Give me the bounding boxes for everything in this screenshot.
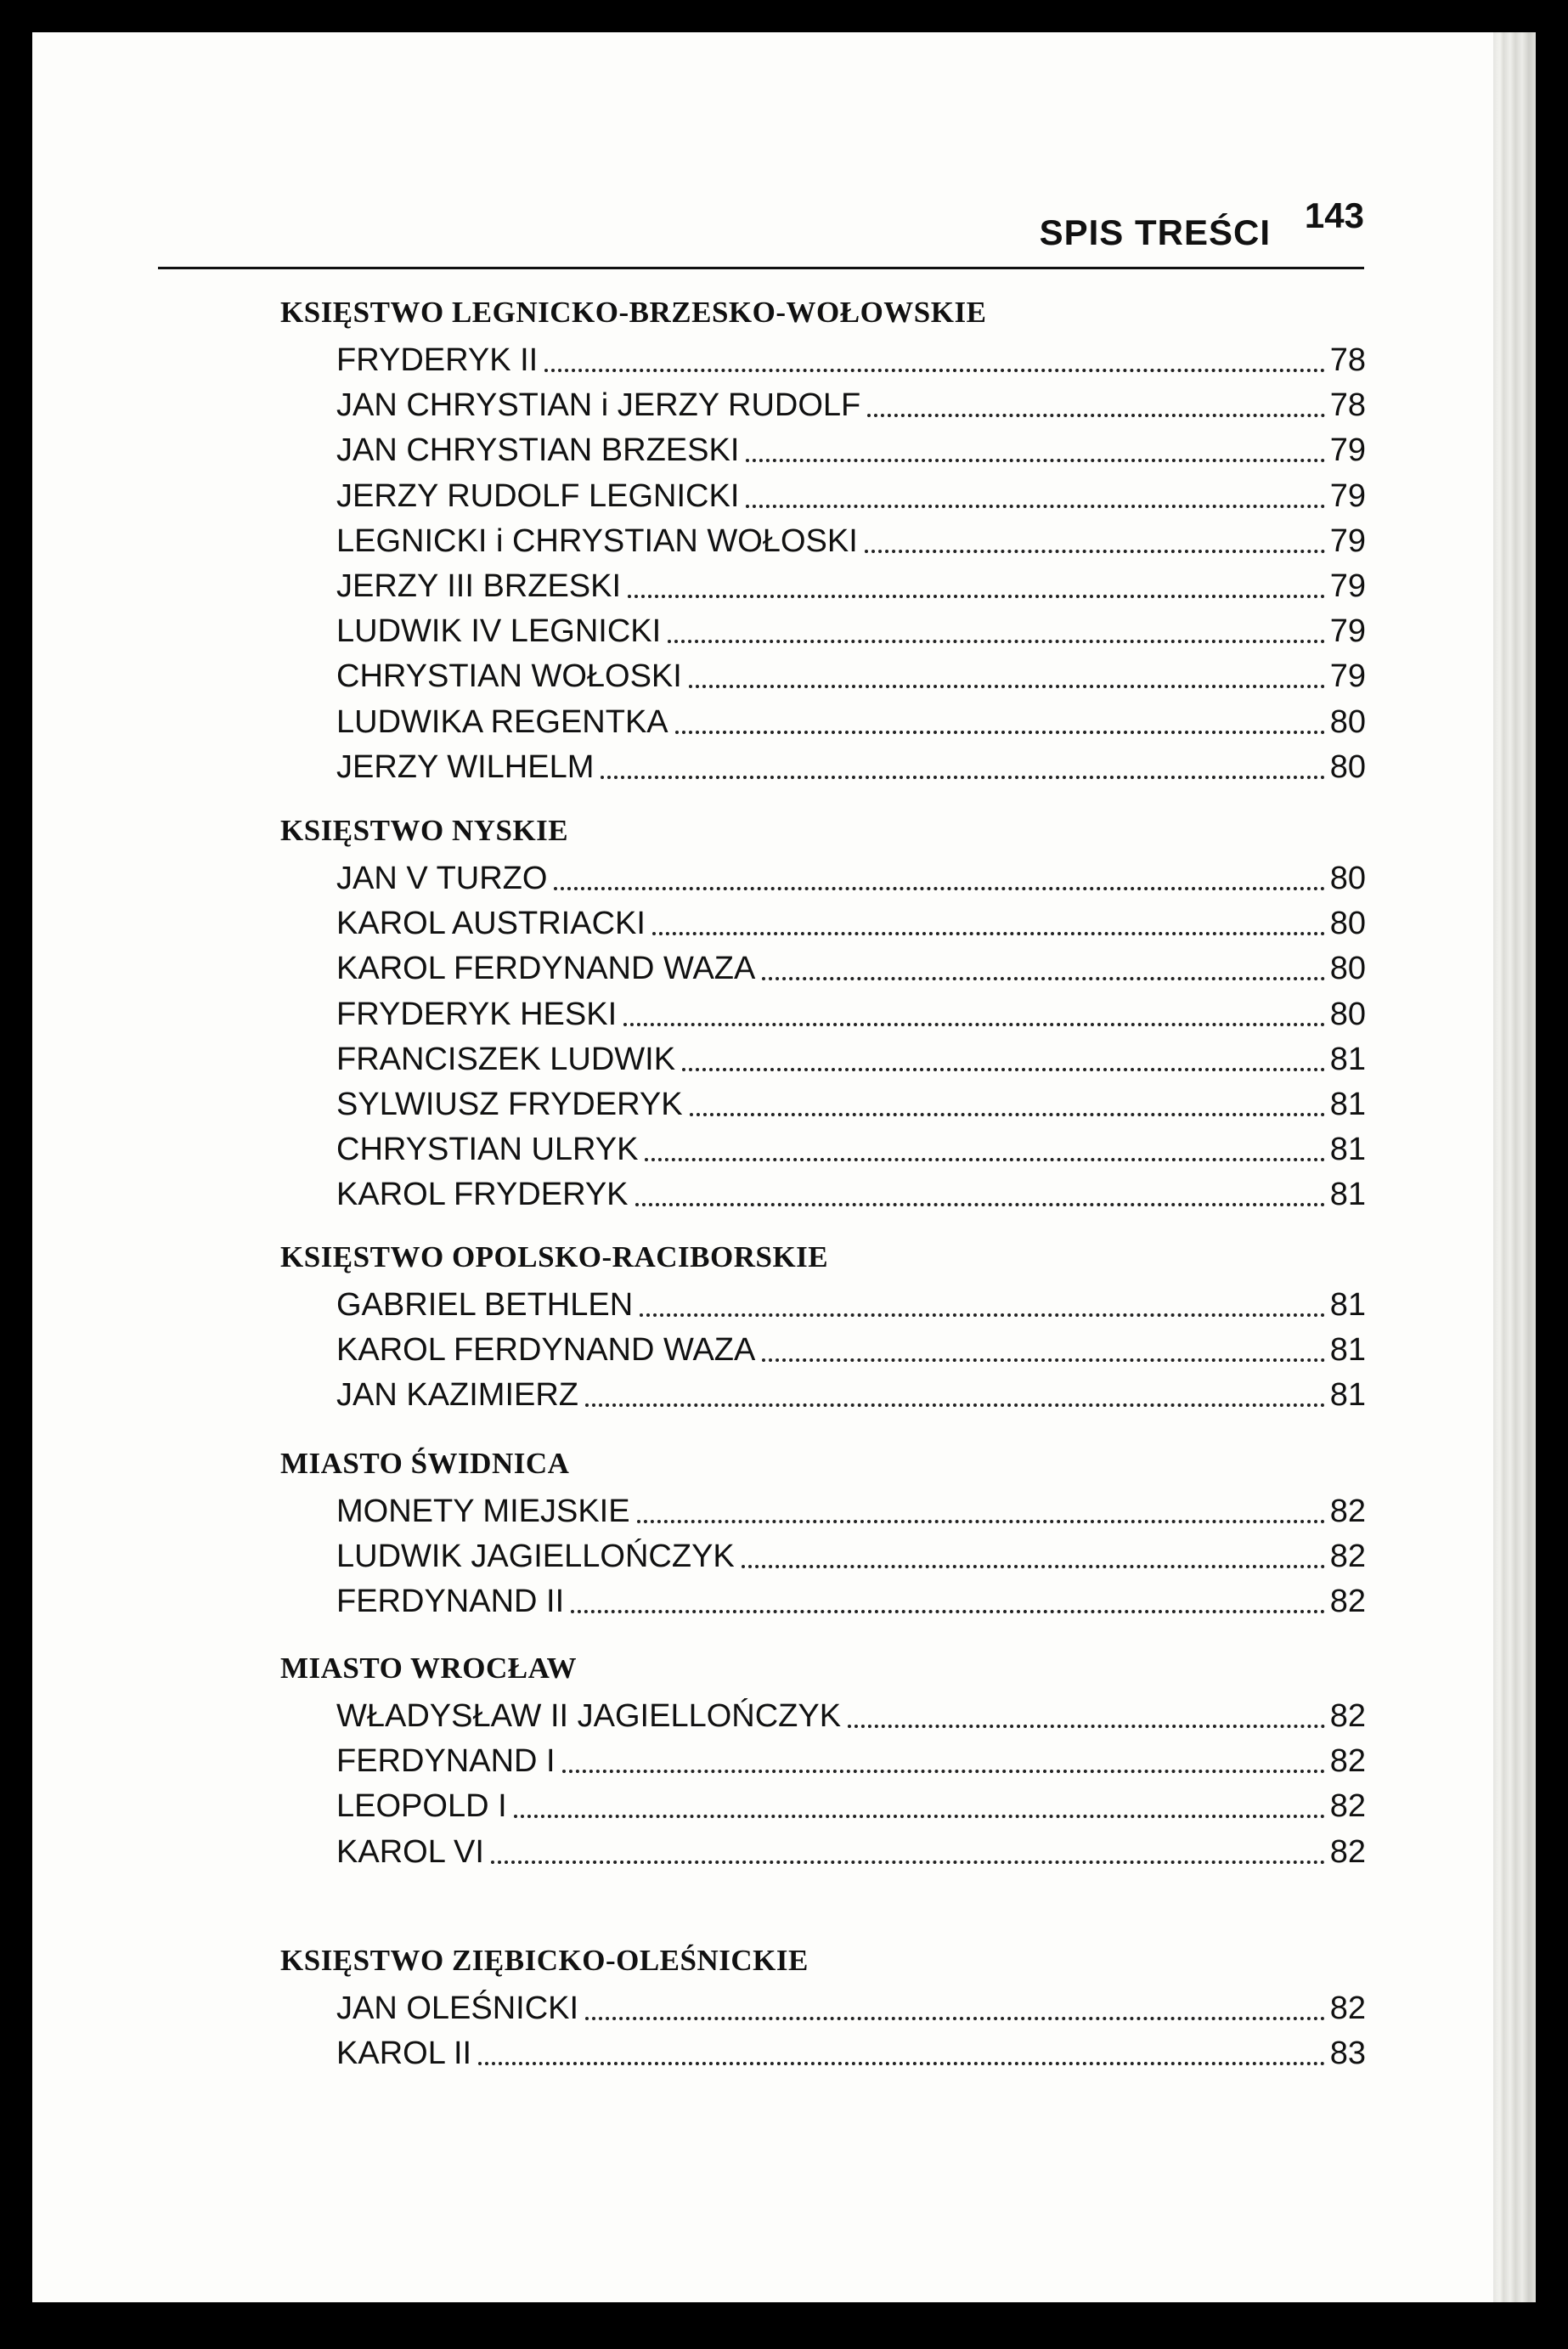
toc-entry [336, 1375, 1366, 1414]
section-title: KSIĘSTWO ZIĘBICKO-OLEŚNICKIE [280, 1944, 809, 1977]
toc-entry [336, 1988, 1366, 2027]
toc-entry [336, 1832, 1366, 1871]
entry-page-number: 79 [1329, 432, 1366, 469]
dot-leader [491, 1861, 1325, 1864]
entry-name: LUDWIK IV LEGNICKI [336, 613, 662, 650]
entry-page-number: 82 [1329, 1788, 1366, 1825]
entry-name: KAROL FERDYNAND WAZA [336, 1332, 756, 1369]
entry-name: FRANCISZEK LUDWIK [336, 1041, 676, 1077]
dot-leader [675, 731, 1325, 734]
toc-entry [336, 702, 1366, 741]
toc-entry [336, 903, 1366, 942]
dot-leader [848, 1725, 1325, 1728]
dot-leader [623, 1023, 1325, 1026]
entry-page-number: 78 [1329, 342, 1366, 378]
entry-page-number: 80 [1329, 703, 1366, 740]
entry-name: KAROL FERDYNAND WAZA [336, 951, 756, 987]
entry-page-number: 81 [1329, 1132, 1366, 1168]
toc-entry [336, 858, 1366, 897]
toc-entry [336, 1536, 1366, 1575]
toc-entry [336, 1084, 1366, 1123]
dot-leader [554, 887, 1324, 890]
dot-leader [746, 459, 1324, 462]
dot-leader [640, 1313, 1325, 1317]
dot-leader [478, 2062, 1325, 2065]
dot-leader [514, 1815, 1325, 1818]
entry-name: SYLWIUSZ FRYDERYK [336, 1087, 683, 1122]
entry-page-number: 82 [1329, 1743, 1366, 1780]
toc-entry [336, 1129, 1366, 1168]
entry-page-number: 82 [1329, 1990, 1366, 2026]
toc-entry [336, 611, 1366, 650]
toc-entry [336, 476, 1366, 515]
entry-name: JERZY WILHELM [336, 748, 595, 785]
entry-page-number: 80 [1329, 906, 1366, 942]
dot-leader [585, 2017, 1325, 2020]
entry-name: FRYDERYK II [336, 342, 539, 378]
entry-page-number: 81 [1329, 1041, 1366, 1077]
entry-page-number: 79 [1329, 613, 1366, 650]
entry-page-number: 81 [1329, 1332, 1366, 1369]
dot-leader [762, 977, 1324, 980]
entry-page-number: 82 [1329, 1698, 1366, 1734]
dot-leader [635, 1203, 1325, 1206]
dot-leader [652, 932, 1325, 935]
entry-page-number: 80 [1329, 951, 1366, 987]
entry-name: FERDYNAND II [336, 1584, 565, 1620]
entry-name: LUDWIKA REGENTKA [336, 703, 668, 740]
entry-name: JAN CHRYSTIAN i JERZY RUDOLF [336, 387, 861, 424]
section-title: KSIĘSTWO OPOLSKO-RACIBORSKIE [280, 1240, 829, 1273]
dot-leader [585, 1403, 1325, 1407]
entry-name: KAROL II [336, 2036, 472, 2072]
section-title: KSIĘSTWO NYSKIE [280, 814, 569, 847]
entry-name: CHRYSTIAN ULRYK [336, 1132, 639, 1168]
entry-page-number: 79 [1329, 568, 1366, 604]
toc-entry [336, 948, 1366, 987]
toc-entry [336, 521, 1366, 560]
toc-entry [336, 340, 1366, 379]
toc-entry [336, 1741, 1366, 1780]
entry-name: GABRIEL BETHLEN [336, 1287, 634, 1323]
entry-name: LEGNICKI i CHRYSTIAN WOŁOSKI [336, 522, 858, 559]
dot-leader [628, 595, 1325, 598]
entry-name: KAROL FRYDERYK [336, 1177, 629, 1213]
entry-name: JAN CHRYSTIAN BRZESKI [336, 432, 740, 469]
page-number: 143 [1304, 195, 1364, 235]
toc-entry [336, 747, 1366, 786]
section-title: KSIĘSTWO LEGNICKO-BRZESKO-WOŁOWSKIE [280, 296, 987, 329]
entry-page-number: 80 [1329, 861, 1366, 896]
dot-leader [637, 1520, 1325, 1523]
dot-leader [742, 1565, 1325, 1568]
toc-entry [336, 1491, 1366, 1530]
entry-name: CHRYSTIAN WOŁOSKI [336, 658, 682, 695]
entry-page-number: 83 [1329, 2036, 1366, 2072]
dot-leader [562, 1770, 1325, 1773]
entry-name: MONETY MIEJSKIE [336, 1494, 630, 1529]
toc-entry [336, 1786, 1366, 1825]
entry-name: LUDWIK JAGIELLOŃCZYK [336, 1539, 735, 1575]
dot-leader [571, 1610, 1325, 1613]
entry-page-number: 79 [1329, 477, 1366, 514]
dot-leader [689, 685, 1325, 688]
dot-leader [690, 1113, 1325, 1116]
toc-entry [336, 385, 1366, 424]
dot-leader [645, 1158, 1324, 1161]
dot-leader [865, 550, 1325, 553]
entry-page-number: 82 [1329, 1584, 1366, 1620]
dot-leader [544, 369, 1324, 372]
page-heading: SPIS TREŚCI [1039, 212, 1271, 252]
entry-page-number: 81 [1329, 1087, 1366, 1122]
entry-name: JAN V TURZO [336, 861, 548, 896]
entry-name: JAN OLEŚNICKI [336, 1990, 579, 2026]
toc-entry [336, 1696, 1366, 1735]
entry-name: LEOPOLD I [336, 1788, 507, 1825]
section-title: MIASTO WROCŁAW [280, 1652, 577, 1685]
toc-entry [336, 1174, 1366, 1213]
dot-leader [668, 640, 1325, 643]
dot-leader [867, 414, 1324, 417]
dot-leader [682, 1068, 1325, 1071]
toc-entry [336, 430, 1366, 469]
toc-entry [336, 1330, 1366, 1369]
entry-page-number: 81 [1329, 1377, 1366, 1414]
entry-page-number: 81 [1329, 1177, 1366, 1213]
toc-entry [336, 566, 1366, 605]
dot-leader [601, 776, 1324, 779]
toc-entry [336, 656, 1366, 695]
entry-name: KAROL VI [336, 1833, 484, 1870]
toc-entry [336, 1581, 1366, 1620]
toc-entry [336, 1285, 1366, 1324]
dot-leader [762, 1358, 1324, 1362]
section-title: MIASTO ŚWIDNICA [280, 1447, 570, 1480]
entry-name: FRYDERYK HESKI [336, 996, 618, 1032]
entry-page-number: 79 [1329, 522, 1366, 559]
entry-name: JAN KAZIMIERZ [336, 1377, 579, 1414]
entry-name: WŁADYSŁAW II JAGIELLOŃCZYK [336, 1698, 842, 1734]
entry-page-number: 78 [1329, 387, 1366, 424]
dot-leader [746, 505, 1324, 508]
entry-page-number: 81 [1329, 1287, 1366, 1323]
toc-entry [336, 994, 1366, 1033]
entry-page-number: 80 [1329, 748, 1366, 785]
entry-name: FERDYNAND I [336, 1743, 556, 1780]
entry-name: JERZY III BRZESKI [336, 568, 622, 604]
entry-page-number: 82 [1329, 1494, 1366, 1529]
toc-entry [336, 2033, 1366, 2072]
entry-name: JERZY RUDOLF LEGNICKI [336, 477, 740, 514]
entry-page-number: 80 [1329, 996, 1366, 1032]
entry-page-number: 82 [1329, 1833, 1366, 1870]
entry-page-number: 79 [1329, 658, 1366, 695]
entry-page-number: 82 [1329, 1539, 1366, 1575]
toc-entry [336, 1039, 1366, 1078]
entry-name: KAROL AUSTRIACKI [336, 906, 646, 942]
